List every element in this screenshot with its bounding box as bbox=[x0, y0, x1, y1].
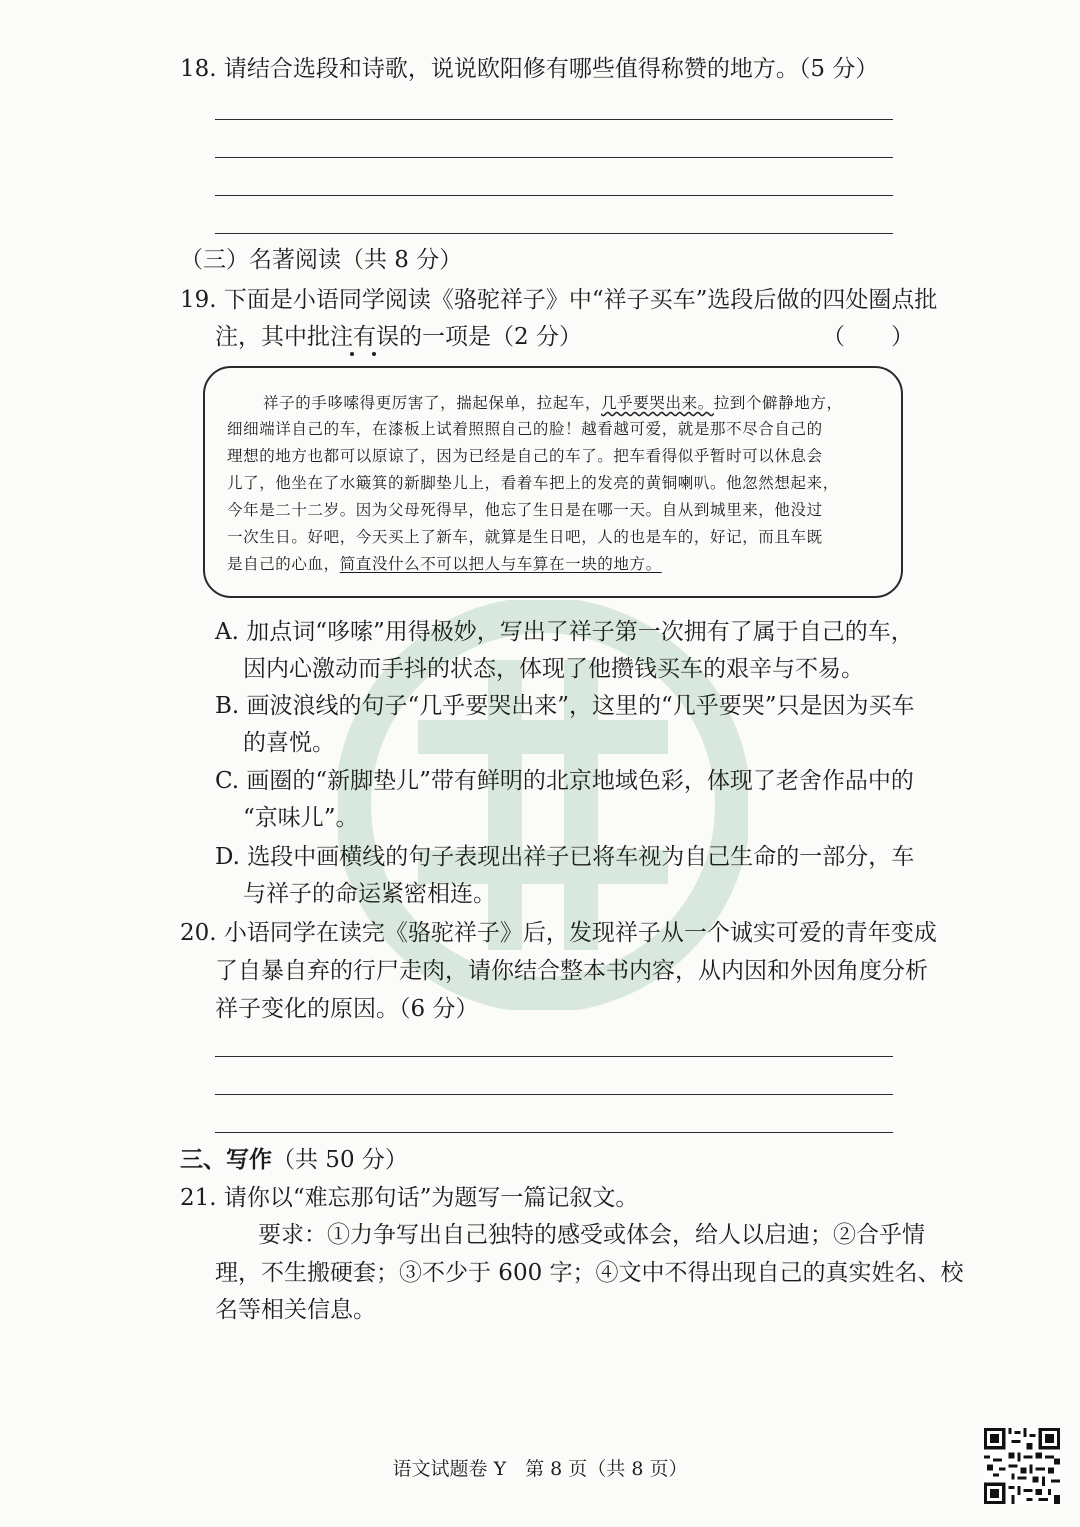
answer-line bbox=[215, 233, 893, 234]
question-19-line2: 注，其中批注有误的一项是（2 分） bbox=[215, 324, 582, 350]
passage-line: 理想的地方也都可以原谅了，因为已经是自己的车了。把车看得似乎暂时可以休息会 bbox=[227, 447, 823, 465]
page-footer: 语文试题卷 Y 第 8 页（共 8 页） bbox=[392, 1458, 688, 1480]
section-heading-classics: （三）名著阅读（共 8 分） bbox=[180, 247, 463, 273]
section-heading-writing: 三、写作（共 50 分） bbox=[180, 1146, 408, 1173]
option-d: D. 选段中画横线的句子表现出祥子已将车视为自己生命的一部分，车 bbox=[215, 844, 915, 870]
option-b-cont: 的喜悦。 bbox=[243, 730, 335, 756]
passage-line: 儿了，他坐在了水簸箕的新脚垫儿上，看着车把上的发亮的黄铜喇叭。他忽然想起来， bbox=[227, 474, 839, 492]
question-20-line1: 20. 小语同学在读完《骆驼祥子》后，发现祥子从一个诚实可爱的青年变成 bbox=[180, 920, 937, 946]
option-d-cont: 与祥子的命运紧密相连。 bbox=[243, 881, 496, 907]
question-19-line1: 19. 下面是小语同学阅读《骆驼祥子》中“祥子买车”选段后做的四处圈点批 bbox=[180, 287, 938, 313]
option-c-cont: “京味儿”。 bbox=[243, 805, 359, 831]
question-21-requirements: 要求：①力争写出自己独特的感受或体会，给人以启迪；②合乎情 bbox=[258, 1222, 925, 1248]
question-21-line3: 理，不生搬硬套；③不少于 600 字；④文中不得出现自己的真实姓名、校 bbox=[215, 1260, 964, 1286]
question-20-line2: 了自暴自弃的行尸走肉，请你结合整本书内容，从内因和外因角度分析 bbox=[215, 958, 928, 984]
option-a: A. 加点词“哆嗦”用得极妙，写出了祥子第一次拥有了属于自己的车， bbox=[215, 619, 914, 645]
answer-line bbox=[215, 1056, 893, 1057]
answer-parentheses: （ ） bbox=[822, 324, 914, 350]
emphasis-dot bbox=[372, 352, 376, 356]
question-18: 18. 请结合选段和诗歌，说说欧阳修有哪些值得称赞的地方。（5 分） bbox=[180, 56, 879, 82]
emphasis-dot bbox=[350, 352, 354, 356]
question-20-line3: 祥子变化的原因。（6 分） bbox=[215, 996, 479, 1022]
wavy-underlined-sentence: 几乎要哭出来。 bbox=[601, 394, 714, 412]
option-a-cont: 因内心激动而手抖的状态，体现了他攒钱买车的艰辛与不易。 bbox=[243, 656, 864, 682]
underlined-sentence: 简直没什么不可以把人与车算在一块的地方。 bbox=[339, 555, 662, 573]
answer-line bbox=[215, 195, 893, 196]
passage-line: 一次生日。好吧，今天买上了新车，就算是生日吧，人的也是车的，好记，而且车既 bbox=[227, 528, 823, 546]
passage-line: 细细端详自己的车，在漆板上试着照照自己的脸！越看越可爱，就是那不尽合自己的 bbox=[227, 420, 823, 438]
answer-line bbox=[215, 1132, 893, 1133]
qr-code-icon bbox=[984, 1428, 1060, 1504]
option-c: C. 画圈的“新脚垫儿”带有鲜明的北京地域色彩，体现了老舍作品中的 bbox=[215, 768, 914, 794]
passage-box bbox=[203, 366, 903, 598]
question-21-line4: 名等相关信息。 bbox=[215, 1297, 376, 1323]
passage-line: 今年是二十二岁。因为父母死得早，他忘了生日是在哪一天。自从到城里来，他没过 bbox=[227, 501, 823, 519]
answer-line bbox=[215, 119, 893, 120]
passage-line: 祥子的手哆嗦得更厉害了，揣起保单，拉起车，几乎要哭出来。拉到个僻静地方， bbox=[263, 394, 843, 412]
question-21-line1: 21. 请你以“难忘那句话”为题写一篇记叙文。 bbox=[180, 1185, 639, 1211]
answer-line bbox=[215, 157, 893, 158]
option-b: B. 画波浪线的句子“几乎要哭出来”，这里的“几乎要哭”只是因为买车 bbox=[215, 693, 915, 719]
answer-line bbox=[215, 1094, 893, 1095]
passage-line: 是自己的心血，简直没什么不可以把人与车算在一块的地方。 bbox=[227, 555, 662, 573]
